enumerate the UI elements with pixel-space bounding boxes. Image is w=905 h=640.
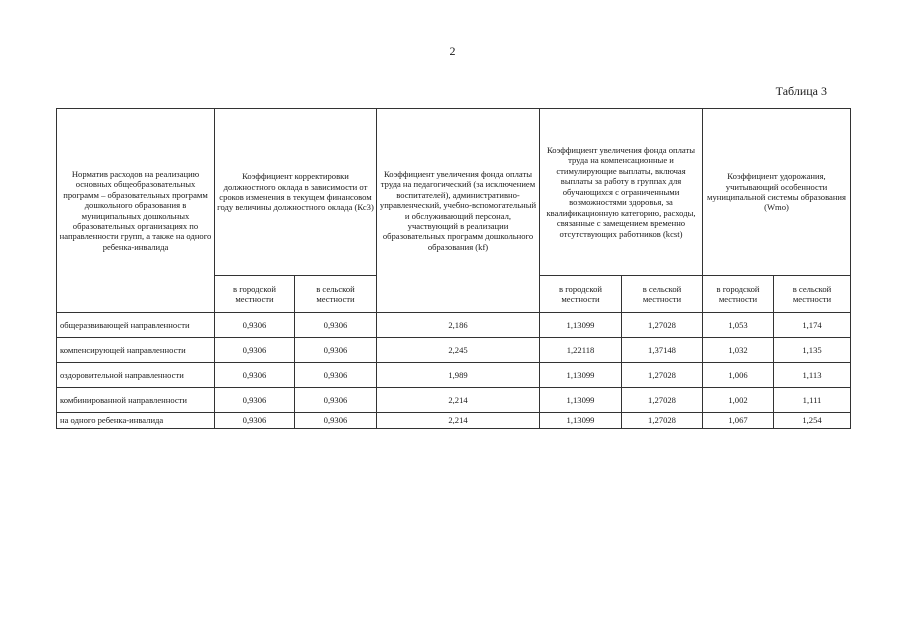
cell-kcst-urban: 1,22118 [540, 338, 622, 363]
cell-kcst-urban: 1,13099 [540, 388, 622, 413]
subheader-urban: в городской местности [703, 276, 774, 313]
cell-kz-rural: 0,9306 [295, 413, 377, 429]
page-number: 2 [449, 44, 456, 58]
cell-kcst-rural: 1,27028 [622, 363, 703, 388]
cell-kz-rural: 0,9306 [295, 313, 377, 338]
cell-kf: 1,989 [377, 363, 540, 388]
cell-kcst-rural: 1,27028 [622, 388, 703, 413]
cell-kf: 2,214 [377, 388, 540, 413]
cell-kz-rural: 0,9306 [295, 338, 377, 363]
header-wmo: Коэффициент удорожания, учитывающий особенности муниципальной системы образования (Wmo) [703, 109, 851, 276]
row-label: компенсирующей направленности [57, 338, 215, 363]
subheader-urban: в городской местности [215, 276, 295, 313]
cell-wmo-urban: 1,053 [703, 313, 774, 338]
cell-kcst-rural: 1,37148 [622, 338, 703, 363]
row-label: общеразвивающей направленности [57, 313, 215, 338]
subheader-urban: в городской местности [540, 276, 622, 313]
row-label: комбинированной направленности [57, 388, 215, 413]
cell-wmo-urban: 1,067 [703, 413, 774, 429]
cell-wmo-rural: 1,113 [774, 363, 851, 388]
cell-wmo-rural: 1,254 [774, 413, 851, 429]
cell-kcst-urban: 1,13099 [540, 413, 622, 429]
cell-wmo-urban: 1,006 [703, 363, 774, 388]
coefficients-table [56, 108, 851, 429]
table-caption: Таблица 3 [775, 84, 827, 98]
table-row [57, 388, 851, 413]
subheader-rural: в сельской местности [774, 276, 851, 313]
table-row [57, 363, 851, 388]
cell-kcst-urban: 1,13099 [540, 363, 622, 388]
table-row [57, 313, 851, 338]
cell-kz-urban: 0,9306 [215, 363, 295, 388]
cell-kz-urban: 0,9306 [215, 413, 295, 429]
row-label: оздоровительной направленности [57, 363, 215, 388]
cell-wmo-rural: 1,111 [774, 388, 851, 413]
cell-kz-rural: 0,9306 [295, 388, 377, 413]
cell-kz-urban: 0,9306 [215, 388, 295, 413]
cell-kz-urban: 0,9306 [215, 338, 295, 363]
cell-kcst-urban: 1,13099 [540, 313, 622, 338]
cell-kz-urban: 0,9306 [215, 313, 295, 338]
cell-kf: 2,245 [377, 338, 540, 363]
header-kcst: Коэффициент увеличения фонда оплаты труда на компенсационные и стимулирующие выплаты, включая выплаты за работу в группах для обучающихся с ограниченными возможностями здоровья, за квалификационную категорию, расходы, связанные с замещением временно отсутствующих работников (kcst) [540, 109, 703, 276]
cell-wmo-urban: 1,032 [703, 338, 774, 363]
table-row [57, 338, 851, 363]
subheader-rural: в сельской местности [295, 276, 377, 313]
cell-kcst-rural: 1,27028 [622, 313, 703, 338]
cell-kf: 2,186 [377, 313, 540, 338]
header-kf: Коэффициент увеличения фонда оплаты труда на педагогический (за исключением воспитателей), административно-управленческий, учебно-вспомогательный и обслуживающий персонал, участвующий в реализации образовательных программ дошкольного образования (kf) [377, 109, 540, 313]
subheader-rural: в сельской местности [622, 276, 703, 313]
cell-kf: 2,214 [377, 413, 540, 429]
header-kz: Коэффициент корректировки должностного оклада в зависимости от сроков изменения в текущем финансовом году величины должностного оклада (Кс3) [215, 109, 377, 276]
cell-kcst-rural: 1,27028 [622, 413, 703, 429]
row-label: на одного ребенка-инвалида [57, 413, 215, 429]
cell-wmo-urban: 1,002 [703, 388, 774, 413]
header-normative: Норматив расходов на реализацию основных общеобразовательных программ – образовательных программ дошкольного образования в муниципальных дошкольных образовательных организациях по направленности групп, а также на одного ребенка-инвалида [57, 109, 215, 313]
cell-wmo-rural: 1,135 [774, 338, 851, 363]
table-row [57, 413, 851, 429]
cell-kz-rural: 0,9306 [295, 363, 377, 388]
cell-wmo-rural: 1,174 [774, 313, 851, 338]
